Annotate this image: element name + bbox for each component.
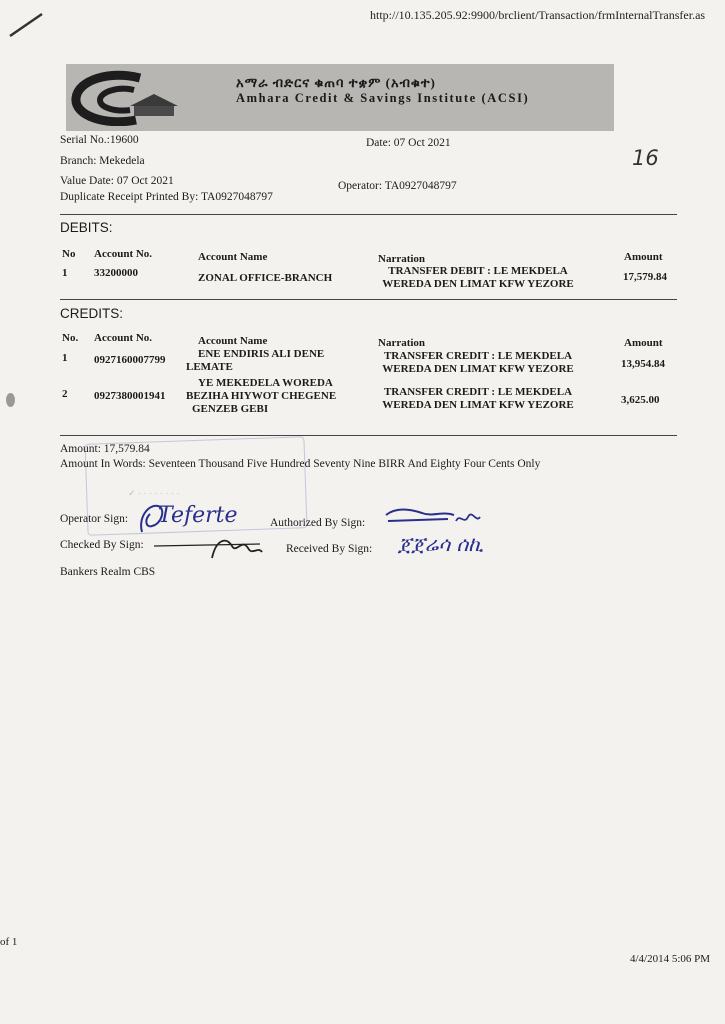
credit-row-account-name (186, 377, 358, 416)
debit-row-account-no: 33200000 (94, 267, 138, 279)
debits-title: DEBITS: (60, 220, 113, 235)
credit-row-account-no: 0927160007799 (94, 354, 166, 366)
narration-line: TRANSFER DEBIT : LE MEKDELA (388, 265, 568, 277)
system-name: Bankers Realm CBS (60, 566, 156, 578)
credit-row-narration (364, 386, 592, 412)
credits-header-account-no: Account No. (94, 332, 153, 344)
received-sign-label: Received By Sign: (286, 543, 373, 555)
serial-number: Serial No.:19600 (60, 134, 139, 146)
narration-line: TRANSFER CREDIT : LE MEKDELA (383, 350, 573, 362)
scan-mark (8, 10, 44, 38)
credit-row-narration (364, 350, 592, 376)
page-count: of 1 (0, 936, 18, 948)
account-name-line: BEZIHA HIYWOT CHEGENE (186, 390, 337, 402)
stamp-text: ✓ · · · · · · · · (128, 488, 180, 498)
duplicate-printed-by: Duplicate Receipt Printed By: TA0927048797 (60, 191, 273, 203)
debits-header-account-no: Account No. (94, 248, 153, 260)
divider (60, 299, 677, 300)
receipt-date: Date: 07 Oct 2021 (366, 137, 451, 149)
received-signature: ጀጀሬሳ ሰኪ (398, 532, 484, 556)
operator-signature: Teferte (158, 503, 238, 528)
acsi-logo-icon (70, 70, 182, 126)
debits-header-amount: Amount (624, 251, 663, 263)
account-name-line: LEMATE (186, 361, 233, 373)
narration-line: TRANSFER CREDIT : LE MEKDELA (383, 386, 573, 398)
credits-header-narration: Narration (378, 337, 426, 349)
debit-row-account-name: ZONAL OFFICE-BRANCH (198, 272, 333, 284)
debit-row-no: 1 (62, 267, 68, 279)
operator-sign-label: Operator Sign: (60, 513, 129, 525)
authorized-signature (382, 503, 482, 529)
authorized-sign-label: Authorized By Sign: (270, 517, 366, 529)
credits-header-account-name: Account Name (198, 335, 268, 347)
divider (60, 214, 677, 215)
credit-row-account-name (186, 348, 356, 374)
checked-signature (152, 528, 270, 568)
debit-row-narration (364, 265, 592, 291)
credit-row-account-no: 0927380001941 (94, 390, 166, 402)
divider (60, 435, 677, 436)
branch: Branch: Mekedela (60, 155, 145, 167)
print-datetime: 4/4/2014 5:06 PM (630, 953, 711, 965)
debit-row-amount: 17,579.84 (623, 271, 667, 283)
handwritten-page-number: 16 (632, 146, 659, 170)
value-date: Value Date: 07 Oct 2021 (60, 175, 174, 187)
operator: Operator: TA0927048797 (338, 180, 457, 192)
amount-in-words: Amount In Words: Seventeen Thousand Five Hundred Seventy Nine BIRR And Eighty Four Cents Only (60, 458, 541, 470)
credits-title: CREDITS: (60, 306, 124, 321)
credit-row-no: 2 (62, 388, 68, 400)
debits-header-account-name: Account Name (198, 251, 268, 263)
institution-english-name: Amhara Credit & Savings Institute (ACSI) (236, 91, 530, 105)
total-amount: Amount: 17,579.84 (60, 443, 150, 455)
browser-url: http://10.135.205.92:9900/brclient/Transaction/frmInternalTransfer.as (370, 8, 706, 22)
institution-amharic-name: አማራ ብድርና ቁጠባ ተቋም (አብቁተ) (236, 75, 436, 90)
credit-row-amount: 13,954.84 (621, 358, 665, 370)
narration-line: WEREDA DEN LIMAT KFW YEZORE (382, 278, 574, 290)
credits-header-no: No. (62, 332, 79, 344)
account-name-line: YE MEKEDELA WOREDA (198, 377, 333, 389)
narration-line: WEREDA DEN LIMAT KFW YEZORE (382, 399, 574, 411)
checked-sign-label: Checked By Sign: (60, 539, 144, 551)
credits-header-amount: Amount (624, 337, 663, 349)
debits-header-narration: Narration (378, 253, 426, 265)
credit-row-no: 1 (62, 352, 68, 364)
account-name-line: ENE ENDIRIS ALI DENE (198, 348, 325, 360)
scan-speck (6, 393, 15, 407)
credit-row-amount: 3,625.00 (621, 394, 660, 406)
account-name-line: GENZEB GEBI (192, 403, 269, 415)
narration-line: WEREDA DEN LIMAT KFW YEZORE (382, 363, 574, 375)
debits-header-no: No (62, 248, 76, 260)
